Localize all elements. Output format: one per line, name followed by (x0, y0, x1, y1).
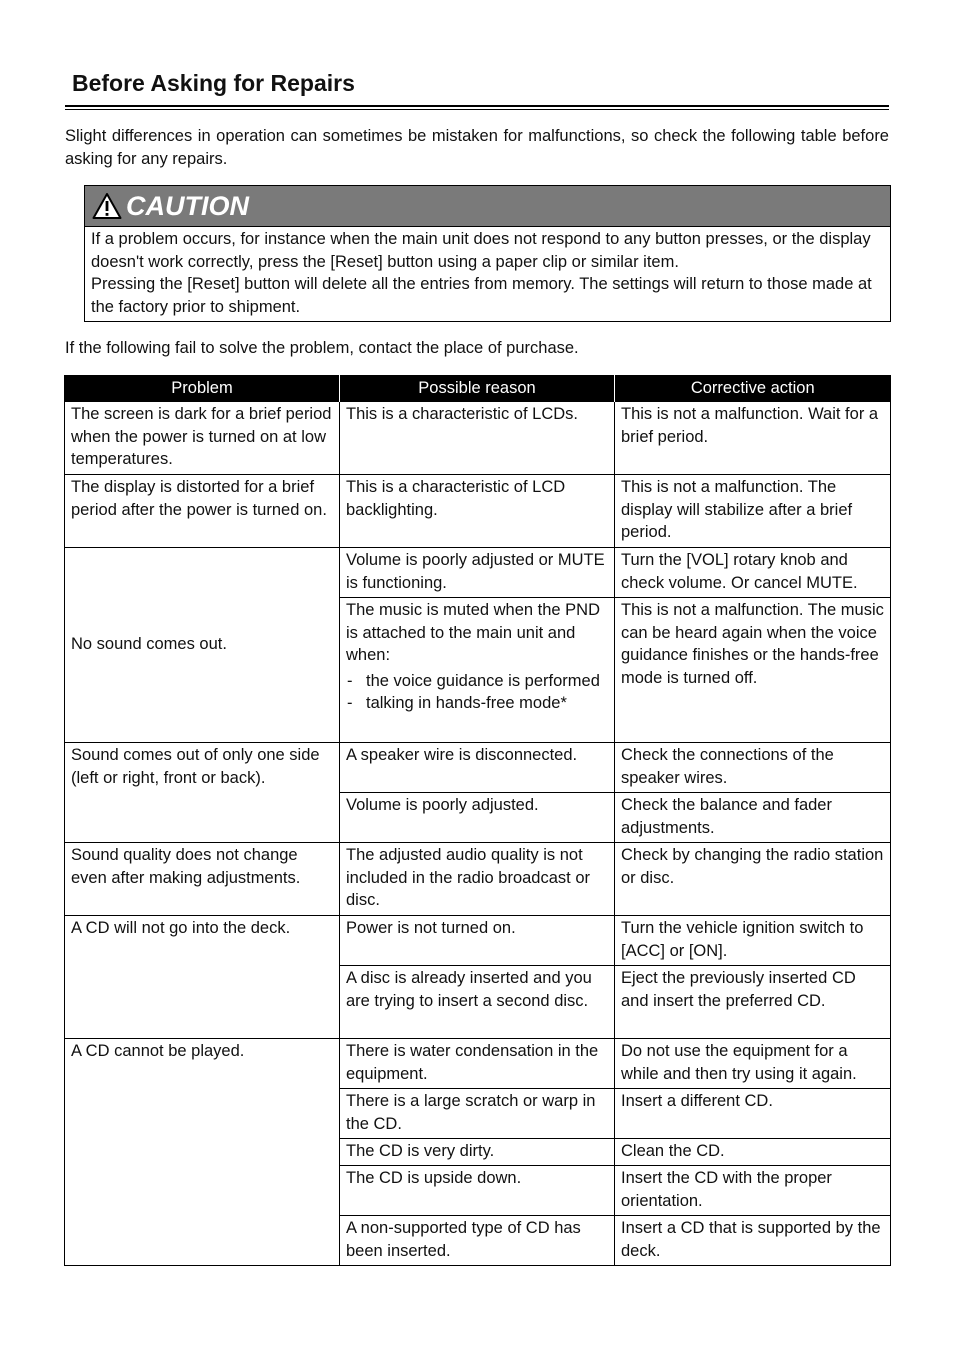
caution-box (84, 185, 891, 322)
action-cell: Turn the [VOL] rotary knob and check volume. Or cancel MUTE. (615, 548, 891, 598)
problem-cell: The display is distorted for a brief period after the power is turned on. (65, 475, 340, 548)
action-cell: Check the balance and fader adjustments. (615, 793, 891, 843)
reason-cell: The CD is very dirty. (340, 1139, 615, 1166)
title-rule-thin (65, 109, 889, 110)
table-row (65, 843, 891, 916)
action-cell: Insert a CD that is supported by the deck. (615, 1216, 891, 1266)
page-title: Before Asking for Repairs (72, 70, 355, 96)
action-cell: Clean the CD. (615, 1139, 891, 1166)
problem-cell: A CD will not go into the deck. (65, 916, 340, 1039)
problem-cell: The screen is dark for a brief period when the power is turned on at low temperatures. (65, 402, 340, 475)
reason-cell: This is a characteristic of LCD backlighting. (340, 475, 615, 548)
reason-cell (340, 598, 615, 743)
action-cell: Check by changing the radio station or disc. (615, 843, 891, 916)
action-cell: This is not a malfunction. Wait for a brief period. (615, 402, 891, 475)
reason-cell: There is water condensation in the equipment. (340, 1039, 615, 1089)
table-row (65, 402, 891, 475)
warning-triangle-icon (92, 192, 122, 220)
problem-cell: Sound quality does not change even after making adjustments. (65, 843, 340, 916)
reason-cell: This is a characteristic of LCDs. (340, 402, 615, 475)
column-header-reason: Possible reason (340, 375, 615, 402)
reason-cell: The CD is upside down. (340, 1166, 615, 1216)
troubleshooting-table (64, 375, 891, 1266)
condition-list (346, 670, 608, 715)
caution-body (85, 227, 890, 318)
table-row (65, 916, 891, 966)
reason-cell: Power is not turned on. (340, 916, 615, 966)
action-cell: Insert the CD with the proper orientation. (615, 1166, 891, 1216)
action-cell: This is not a malfunction. The music can be heard again when the voice guidance finishes or the hands-free mode is turned off. (615, 598, 891, 743)
action-cell: Eject the previously inserted CD and insert the preferred CD. (615, 966, 891, 1039)
caution-text-1: If a problem occurs, for instance when the main unit does not respond to any button presses, or the display doesn't work correctly, press the [Reset] button using a paper clip or similar item. (91, 230, 871, 271)
column-header-problem: Problem (65, 375, 340, 402)
table-row (65, 743, 891, 793)
column-header-action: Corrective action (615, 375, 891, 402)
table-row (65, 548, 891, 598)
intro-paragraph: Slight differences in operation can sometimes be mistaken for malfunctions, so check the following table before asking for any repairs. (65, 127, 889, 168)
contact-note: If the following fail to solve the problem, contact the place of purchase. (65, 339, 579, 357)
problem-cell: Sound comes out of only one side (left or right, front or back). (65, 743, 340, 843)
action-cell: Check the connections of the speaker wires. (615, 743, 891, 793)
title-rule (65, 105, 889, 107)
table-header-row (65, 375, 891, 402)
action-cell: Insert a different CD. (615, 1089, 891, 1139)
reason-cell: A disc is already inserted and you are trying to insert a second disc. (340, 966, 615, 1039)
reason-text: The music is muted when the PND is attached to the main unit and when: (346, 601, 601, 664)
reason-cell: Volume is poorly adjusted or MUTE is functioning. (340, 548, 615, 598)
action-cell: Turn the vehicle ignition switch to [ACC] or [ON]. (615, 916, 891, 966)
problem-cell: No sound comes out. (65, 548, 340, 743)
problem-cell: A CD cannot be played. (65, 1039, 340, 1266)
reason-cell: There is a large scratch or warp in the CD. (340, 1089, 615, 1139)
reason-cell: Volume is poorly adjusted. (340, 793, 615, 843)
caution-label: CAUTION (126, 190, 249, 221)
reason-cell: A speaker wire is disconnected. (340, 743, 615, 793)
action-cell: This is not a malfunction. The display will stabilize after a brief period. (615, 475, 891, 548)
table-row (65, 1039, 891, 1089)
reason-cell: The adjusted audio quality is not included in the radio broadcast or disc. (340, 843, 615, 916)
list-item: - the voice guidance is performed (346, 670, 608, 693)
caution-header (85, 186, 890, 227)
table-row (65, 475, 891, 548)
action-cell: Do not use the equipment for a while and then try using it again. (615, 1039, 891, 1089)
caution-text-2: Pressing the [Reset] button will delete all the entries from memory. The settings will return to those made at the factory prior to shipment. (91, 275, 872, 316)
list-item: - talking in hands-free mode* (346, 692, 608, 715)
reason-cell: A non-supported type of CD has been inserted. (340, 1216, 615, 1266)
